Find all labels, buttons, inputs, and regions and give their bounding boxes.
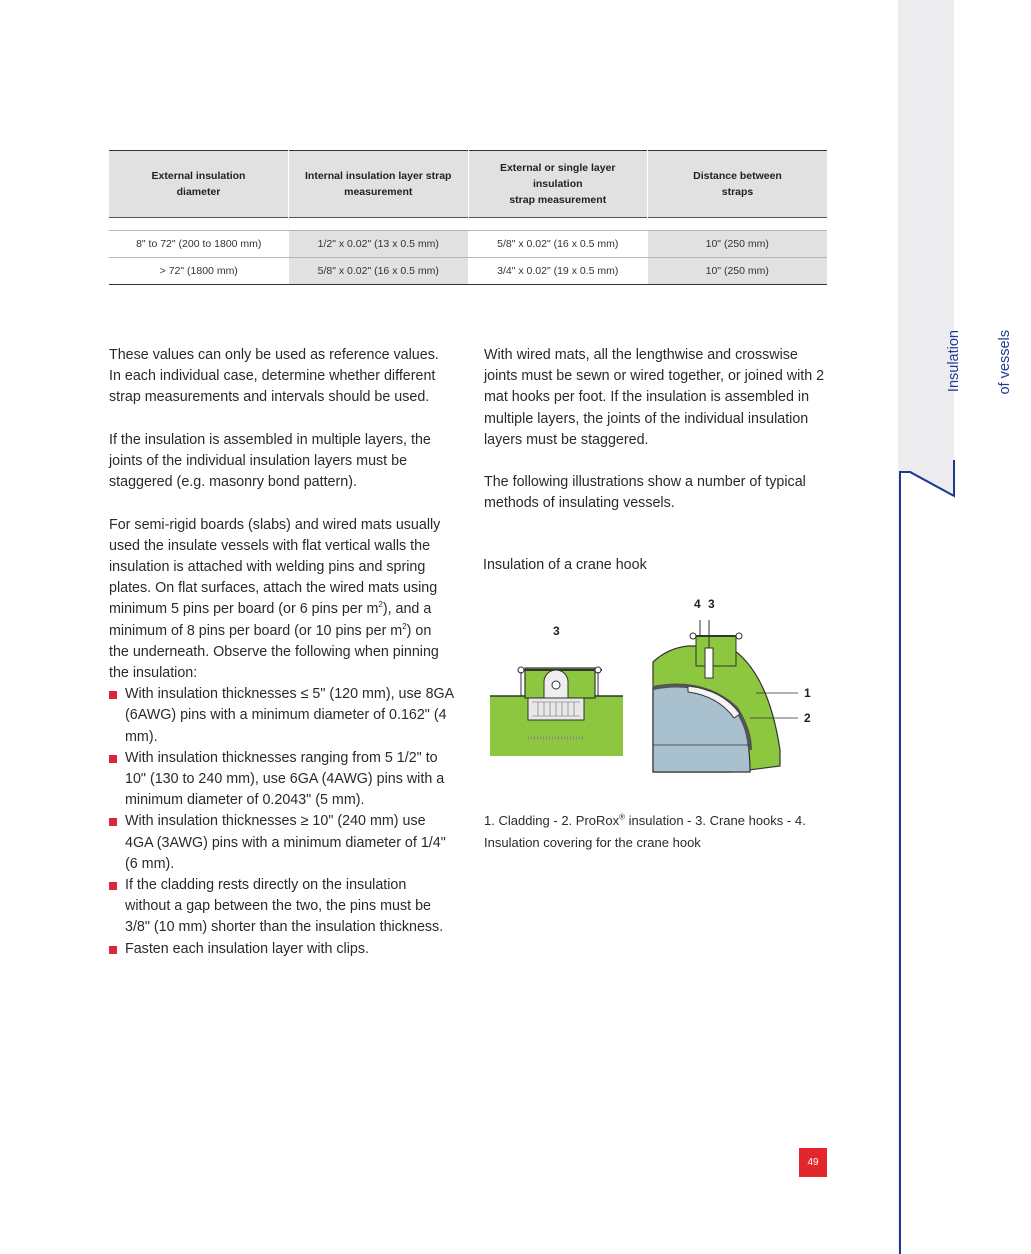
pin-rules-list <box>109 684 454 960</box>
paragraph: With wired mats, all the lengthwise and crosswise joints must be sewn or wired together, or joined with 2 mat hooks per foot. If the insulation is assembled in multiple layers, the joints of the individual insulation layers must be staggered. <box>484 347 825 448</box>
curved-vessel-detail <box>653 620 798 772</box>
strap-spec-table <box>109 150 827 285</box>
label-4: 4 <box>694 597 701 611</box>
left-text-column <box>109 345 454 960</box>
flat-surface-detail <box>490 667 623 756</box>
crane-hook-illustration <box>488 590 818 780</box>
right-text-column <box>484 345 829 515</box>
col-header-external-diameter: External insulation diameter <box>109 151 289 218</box>
figure-caption: 1. Cladding - 2. ProRox® insulation - 3. Crane hooks - 4. Insulation covering for the crane hook <box>484 812 806 850</box>
bullet-square-icon <box>109 691 117 699</box>
side-tab-line2: of vessels <box>997 330 1013 395</box>
side-tab-line1: Insulation <box>946 330 962 393</box>
table-cell: > 72" (1800 mm) <box>109 258 289 285</box>
table-cell: 10" (250 mm) <box>648 231 828 258</box>
col-header-external-strap: External or single layer insulation strap measurement <box>468 151 648 218</box>
bullet-square-icon <box>109 882 117 890</box>
col-header-internal-strap: Internal insulation layer strap measurement <box>289 151 469 218</box>
paragraph: For semi-rigid boards (slabs) and wired mats usually used the insulate vessels with flat vertical walls the insulation is attached with welding pins and spring plates. On flat surfaces, attach the wired mats using minimum 5 pins per board (or 6 pins per $m^2$), and a minimum of 8 pins per board (or 10 pins per $m^2$) on the underneath. Observe the following when pinning the insulation: <box>109 516 441 682</box>
list-item: With insulation thicknesses ≤ 5" (120 mm), use 8GA (6AWG) pins with a minimum diameter of 0.162" (4 mm). <box>109 684 454 748</box>
table-cell: 8" to 72" (200 to 1800 mm) <box>109 231 289 258</box>
label-1: 1 <box>804 686 811 700</box>
label-2: 2 <box>804 711 811 725</box>
page-number: 49 <box>799 1148 827 1177</box>
table-row <box>109 231 827 258</box>
table-row <box>109 258 827 285</box>
side-tab-border <box>896 460 954 1254</box>
table-cell: 5/8" x 0.02" (16 x 0.5 mm) <box>289 258 469 285</box>
list-item: Fasten each insulation layer with clips. <box>109 939 454 960</box>
table-cell: 5/8" x 0.02" (16 x 0.5 mm) <box>468 231 648 258</box>
side-tab-title[interactable] <box>912 330 1031 440</box>
table-cell: 10" (250 mm) <box>648 258 828 285</box>
bullet-square-icon <box>109 946 117 954</box>
table-cell: 1/2" x 0.02" (13 x 0.5 mm) <box>289 231 469 258</box>
list-item: With insulation thicknesses ranging from 5 1/2" to 10" (130 to 240 mm), use 6GA (4AWG) pins with a minimum diameter of 0.2043" (5 mm). <box>109 748 454 812</box>
paragraph: If the insulation is assembled in multiple layers, the joints of the individual insulation layers must be staggered (e.g. masonry bond pattern). <box>109 431 431 491</box>
bullet-square-icon <box>109 755 117 763</box>
col-header-distance: Distance between straps <box>648 151 828 218</box>
list-item: If the cladding rests directly on the insulation without a gap between the two, the pins must be 3/8" (10 mm) shorter than the insulation thickness. <box>109 875 454 939</box>
label-3-left: 3 <box>553 624 560 638</box>
paragraph: These values can only be used as reference values. In each individual case, determine whether different strap measurements and intervals should be used. <box>109 347 439 406</box>
table-cell: 3/4" x 0.02" (19 x 0.5 mm) <box>468 258 648 285</box>
bullet-square-icon <box>109 818 117 826</box>
figure-heading: Insulation of a crane hook <box>483 557 647 573</box>
table-spacer <box>109 218 827 231</box>
table-header-row <box>109 151 827 218</box>
label-3-right: 3 <box>708 597 715 611</box>
paragraph: The following illustrations show a number of typical methods of insulating vessels. <box>484 474 806 512</box>
list-item: With insulation thicknesses ≥ 10" (240 mm) use 4GA (3AWG) pins with a minimum diameter of 1/4" (6 mm). <box>109 811 454 875</box>
